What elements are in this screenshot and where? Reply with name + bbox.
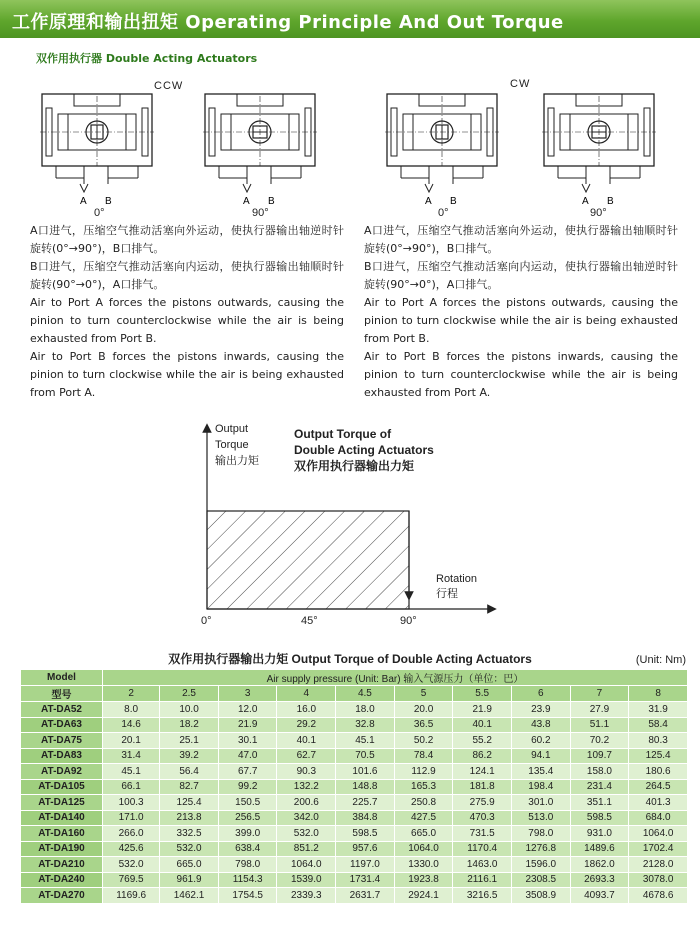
torque-value-cell: 80.3 — [629, 733, 688, 749]
torque-value-cell: 2116.1 — [453, 872, 512, 888]
port-a-label: A — [243, 196, 250, 207]
cw-description — [364, 222, 678, 402]
table-row — [21, 748, 688, 764]
pressure-cell: 5 — [394, 686, 453, 702]
ccw-cn-2: B口进气，压缩空气推动活塞向内运动，使执行器输出轴顺时针旋转(90°→0°)，A口排气。 — [30, 260, 344, 291]
torque-value-cell: 851.2 — [277, 841, 336, 857]
x-tick-90: 90° — [400, 615, 417, 627]
torque-value-cell: 275.9 — [453, 795, 512, 811]
torque-value-cell: 20.1 — [103, 733, 160, 749]
model-cell: AT-DA190 — [21, 841, 103, 857]
port-b-label: B — [450, 196, 457, 207]
pressure-row — [21, 686, 688, 702]
torque-value-cell: 1862.0 — [570, 857, 629, 873]
x-tick-0: 0° — [201, 615, 212, 627]
torque-value-cell: 112.9 — [394, 764, 453, 780]
torque-value-cell: 1596.0 — [511, 857, 570, 873]
torque-value-cell: 20.0 — [394, 702, 453, 718]
torque-value-cell: 125.4 — [160, 795, 219, 811]
torque-value-cell: 45.1 — [336, 733, 395, 749]
port-a-label: A — [582, 196, 589, 207]
torque-value-cell: 12.0 — [218, 702, 277, 718]
model-cell: AT-DA140 — [21, 810, 103, 826]
model-cell: AT-DA105 — [21, 779, 103, 795]
torque-value-cell: 1064.0 — [629, 826, 688, 842]
torque-value-cell: 3216.5 — [453, 888, 512, 904]
x-tick-45: 45° — [301, 615, 318, 627]
torque-value-cell: 101.6 — [336, 764, 395, 780]
torque-value-cell: 225.7 — [336, 795, 395, 811]
torque-graph — [0, 400, 700, 640]
torque-value-cell: 21.9 — [218, 717, 277, 733]
pressure-cell: 4 — [277, 686, 336, 702]
ccw-label: CCW — [154, 80, 184, 92]
pressure-header: Air supply pressure (Unit: Bar) 输入气源压力（单位：巴） — [103, 670, 688, 686]
table-title: 双作用执行器输出力矩 Output Torque of Double Acting Actuators — [168, 652, 532, 666]
model-header-cn: 型号 — [21, 686, 103, 702]
graph-title-2: Double Acting Actuators — [294, 443, 434, 457]
torque-value-cell: 21.9 — [453, 702, 512, 718]
torque-value-cell: 231.4 — [570, 779, 629, 795]
torque-value-cell: 250.8 — [394, 795, 453, 811]
table-unit: (Unit: Nm) — [635, 654, 686, 666]
x-label-en: Rotation — [436, 573, 477, 585]
torque-value-cell: 70.2 — [570, 733, 629, 749]
torque-value-cell: 180.6 — [629, 764, 688, 780]
torque-value-cell: 40.1 — [453, 717, 512, 733]
torque-value-cell: 1702.4 — [629, 841, 688, 857]
graph-title-1: Output Torque of — [294, 427, 392, 441]
torque-value-cell: 532.0 — [160, 841, 219, 857]
torque-value-cell: 198.4 — [511, 779, 570, 795]
y-label-en-2: Torque — [215, 439, 249, 451]
torque-value-cell: 399.0 — [218, 826, 277, 842]
pressure-cell: 7 — [570, 686, 629, 702]
torque-value-cell: 90.3 — [277, 764, 336, 780]
torque-value-cell: 2308.5 — [511, 872, 570, 888]
torque-value-cell: 1276.8 — [511, 841, 570, 857]
ccw-angle-90: 90° — [252, 207, 269, 219]
table-row — [21, 810, 688, 826]
torque-value-cell: 158.0 — [570, 764, 629, 780]
torque-value-cell: 470.3 — [453, 810, 512, 826]
torque-value-cell: 213.8 — [160, 810, 219, 826]
torque-value-cell: 181.8 — [453, 779, 512, 795]
torque-value-cell: 67.7 — [218, 764, 277, 780]
model-cell: AT-DA125 — [21, 795, 103, 811]
torque-value-cell: 47.0 — [218, 748, 277, 764]
header-bar — [0, 0, 700, 38]
torque-value-cell: 200.6 — [277, 795, 336, 811]
torque-value-cell: 58.4 — [629, 717, 688, 733]
torque-value-cell: 769.5 — [103, 872, 160, 888]
torque-value-cell: 50.2 — [394, 733, 453, 749]
torque-value-cell: 1064.0 — [394, 841, 453, 857]
x-label-cn: 行程 — [436, 588, 458, 600]
torque-value-cell: 384.8 — [336, 810, 395, 826]
torque-value-cell: 45.1 — [103, 764, 160, 780]
torque-value-cell: 148.8 — [336, 779, 395, 795]
torque-value-cell: 1923.8 — [394, 872, 453, 888]
torque-value-cell: 25.1 — [160, 733, 219, 749]
torque-value-cell: 132.2 — [277, 779, 336, 795]
pressure-cell: 4.5 — [336, 686, 395, 702]
torque-value-cell: 4678.6 — [629, 888, 688, 904]
torque-value-cell: 10.0 — [160, 702, 219, 718]
torque-value-cell: 29.2 — [277, 717, 336, 733]
torque-value-cell: 931.0 — [570, 826, 629, 842]
y-label-cn: 输出力矩 — [215, 455, 259, 467]
torque-value-cell: 3078.0 — [629, 872, 688, 888]
torque-value-cell: 165.3 — [394, 779, 453, 795]
port-a-label: A — [425, 196, 432, 207]
table-row — [21, 795, 688, 811]
torque-value-cell: 32.8 — [336, 717, 395, 733]
torque-value-cell: 43.8 — [511, 717, 570, 733]
table-row — [21, 779, 688, 795]
torque-value-cell: 16.0 — [277, 702, 336, 718]
torque-value-cell: 1754.5 — [218, 888, 277, 904]
torque-value-cell: 351.1 — [570, 795, 629, 811]
torque-value-cell: 665.0 — [160, 857, 219, 873]
cw-en-2: Air to Port B forces the pistons inwards, causing the pinion to turn counterclockwise while the air is being exhausted from Port A. — [364, 350, 678, 399]
torque-value-cell: 427.5 — [394, 810, 453, 826]
torque-value-cell: 1489.6 — [570, 841, 629, 857]
torque-value-cell: 638.4 — [218, 841, 277, 857]
model-cell: AT-DA240 — [21, 872, 103, 888]
port-a-label: A — [80, 196, 87, 207]
torque-value-cell: 56.4 — [160, 764, 219, 780]
torque-value-cell: 2128.0 — [629, 857, 688, 873]
torque-value-cell: 60.2 — [511, 733, 570, 749]
torque-value-cell: 1154.3 — [218, 872, 277, 888]
table-row — [21, 717, 688, 733]
torque-value-cell: 125.4 — [629, 748, 688, 764]
torque-value-cell: 1197.0 — [336, 857, 395, 873]
table-row — [21, 764, 688, 780]
y-label-en-1: Output — [215, 423, 249, 435]
torque-value-cell: 256.5 — [218, 810, 277, 826]
table-row — [21, 872, 688, 888]
torque-value-cell: 66.1 — [103, 779, 160, 795]
model-cell: AT-DA270 — [21, 888, 103, 904]
torque-value-cell: 532.0 — [277, 826, 336, 842]
torque-value-cell: 27.9 — [570, 702, 629, 718]
torque-value-cell: 1539.0 — [277, 872, 336, 888]
torque-value-cell: 86.2 — [453, 748, 512, 764]
model-cell: AT-DA210 — [21, 857, 103, 873]
torque-value-cell: 78.4 — [394, 748, 453, 764]
torque-value-cell: 135.4 — [511, 764, 570, 780]
cw-actuator-0 — [385, 92, 501, 212]
torque-value-cell: 1330.0 — [394, 857, 453, 873]
model-cell: AT-DA75 — [21, 733, 103, 749]
table-row — [21, 826, 688, 842]
torque-value-cell: 39.2 — [160, 748, 219, 764]
torque-value-cell: 18.2 — [160, 717, 219, 733]
torque-value-cell: 332.5 — [160, 826, 219, 842]
model-cell: AT-DA160 — [21, 826, 103, 842]
torque-value-cell: 957.6 — [336, 841, 395, 857]
pressure-cell: 2.5 — [160, 686, 219, 702]
torque-value-cell: 301.0 — [511, 795, 570, 811]
table-row — [21, 733, 688, 749]
table-header-row — [21, 670, 688, 686]
torque-value-cell: 109.7 — [570, 748, 629, 764]
torque-table — [20, 669, 688, 904]
torque-value-cell: 70.5 — [336, 748, 395, 764]
model-cell: AT-DA52 — [21, 702, 103, 718]
cw-cn-2: B口进气，压缩空气推动活塞向内运动，使执行器输出轴逆时针旋转(90°→0°)，A口排气。 — [364, 260, 678, 291]
torque-value-cell: 731.5 — [453, 826, 512, 842]
torque-value-cell: 2339.3 — [277, 888, 336, 904]
cw-label: CW — [510, 78, 531, 90]
torque-value-cell: 150.5 — [218, 795, 277, 811]
model-cell: AT-DA83 — [21, 748, 103, 764]
torque-area — [207, 511, 409, 609]
torque-value-cell: 3508.9 — [511, 888, 570, 904]
torque-value-cell: 1064.0 — [277, 857, 336, 873]
table-row — [21, 841, 688, 857]
torque-value-cell: 2924.1 — [394, 888, 453, 904]
cw-en-1: Air to Port A forces the pistons outwards, causing the pinion to turn clockwise while the air is being exhausted from Port B. — [364, 296, 678, 345]
torque-value-cell: 266.0 — [103, 826, 160, 842]
torque-value-cell: 31.4 — [103, 748, 160, 764]
torque-value-cell: 62.7 — [277, 748, 336, 764]
ccw-cn-1: A口进气，压缩空气推动活塞向外运动，使执行器输出轴逆时针旋转(0°→90°)，B口排气。 — [30, 224, 344, 255]
torque-value-cell: 1463.0 — [453, 857, 512, 873]
torque-value-cell: 40.1 — [277, 733, 336, 749]
ccw-en-2: Air to Port B forces the pistons inwards, causing the pinion to turn clockwise while the air is being exhausted from Port A. — [30, 350, 344, 399]
ccw-actuator-90 — [203, 92, 319, 212]
ccw-actuator-0 — [40, 92, 156, 212]
torque-value-cell: 99.2 — [218, 779, 277, 795]
torque-value-cell: 82.7 — [160, 779, 219, 795]
torque-value-cell: 598.5 — [336, 826, 395, 842]
table-row — [21, 888, 688, 904]
torque-value-cell: 2693.3 — [570, 872, 629, 888]
torque-value-cell: 94.1 — [511, 748, 570, 764]
torque-value-cell: 55.2 — [453, 733, 512, 749]
torque-value-cell: 2631.7 — [336, 888, 395, 904]
torque-value-cell: 1169.6 — [103, 888, 160, 904]
torque-value-cell: 1170.4 — [453, 841, 512, 857]
pressure-cell: 8 — [629, 686, 688, 702]
torque-value-cell: 665.0 — [394, 826, 453, 842]
torque-value-cell: 31.9 — [629, 702, 688, 718]
ccw-description — [30, 222, 344, 402]
pressure-cell: 3 — [218, 686, 277, 702]
port-b-label: B — [105, 196, 112, 207]
pressure-cell: 6 — [511, 686, 570, 702]
torque-value-cell: 264.5 — [629, 779, 688, 795]
table-row — [21, 857, 688, 873]
torque-value-cell: 4093.7 — [570, 888, 629, 904]
torque-value-cell: 124.1 — [453, 764, 512, 780]
torque-value-cell: 684.0 — [629, 810, 688, 826]
torque-value-cell: 18.0 — [336, 702, 395, 718]
model-header: Model — [21, 670, 103, 686]
cw-angle-0: 0° — [438, 207, 449, 219]
torque-value-cell: 342.0 — [277, 810, 336, 826]
torque-value-cell: 598.5 — [570, 810, 629, 826]
torque-value-cell: 532.0 — [103, 857, 160, 873]
torque-value-cell: 1731.4 — [336, 872, 395, 888]
torque-value-cell: 36.5 — [394, 717, 453, 733]
cw-angle-90: 90° — [590, 207, 607, 219]
model-cell: AT-DA92 — [21, 764, 103, 780]
torque-value-cell: 171.0 — [103, 810, 160, 826]
model-cell: AT-DA63 — [21, 717, 103, 733]
cw-actuator-90 — [542, 92, 658, 212]
torque-value-cell: 798.0 — [218, 857, 277, 873]
port-b-label: B — [607, 196, 614, 207]
torque-value-cell: 798.0 — [511, 826, 570, 842]
page-title: 工作原理和输出扭矩 Operating Principle And Out Torque — [12, 12, 564, 33]
ccw-en-1: Air to Port A forces the pistons outwards, causing the pinion to turn counterclockwise while the air is being exhausted from Port B. — [30, 296, 344, 345]
torque-value-cell: 961.9 — [160, 872, 219, 888]
graph-title-cn: 双作用执行器输出力矩 — [294, 459, 415, 473]
pressure-cell: 5.5 — [453, 686, 512, 702]
torque-value-cell: 100.3 — [103, 795, 160, 811]
cw-cn-1: A口进气，压缩空气推动活塞向外运动，使执行器输出轴顺时针旋转(0°→90°)，B口排气。 — [364, 224, 678, 255]
torque-value-cell: 51.1 — [570, 717, 629, 733]
ccw-angle-0: 0° — [94, 207, 105, 219]
section-subtitle: 双作用执行器 Double Acting Actuators — [36, 52, 258, 65]
torque-value-cell: 23.9 — [511, 702, 570, 718]
table-row — [21, 702, 688, 718]
torque-value-cell: 1462.1 — [160, 888, 219, 904]
torque-value-cell: 30.1 — [218, 733, 277, 749]
torque-value-cell: 425.6 — [103, 841, 160, 857]
torque-value-cell: 401.3 — [629, 795, 688, 811]
pressure-cell: 2 — [103, 686, 160, 702]
torque-value-cell: 513.0 — [511, 810, 570, 826]
port-b-label: B — [268, 196, 275, 207]
torque-value-cell: 14.6 — [103, 717, 160, 733]
torque-value-cell: 8.0 — [103, 702, 160, 718]
